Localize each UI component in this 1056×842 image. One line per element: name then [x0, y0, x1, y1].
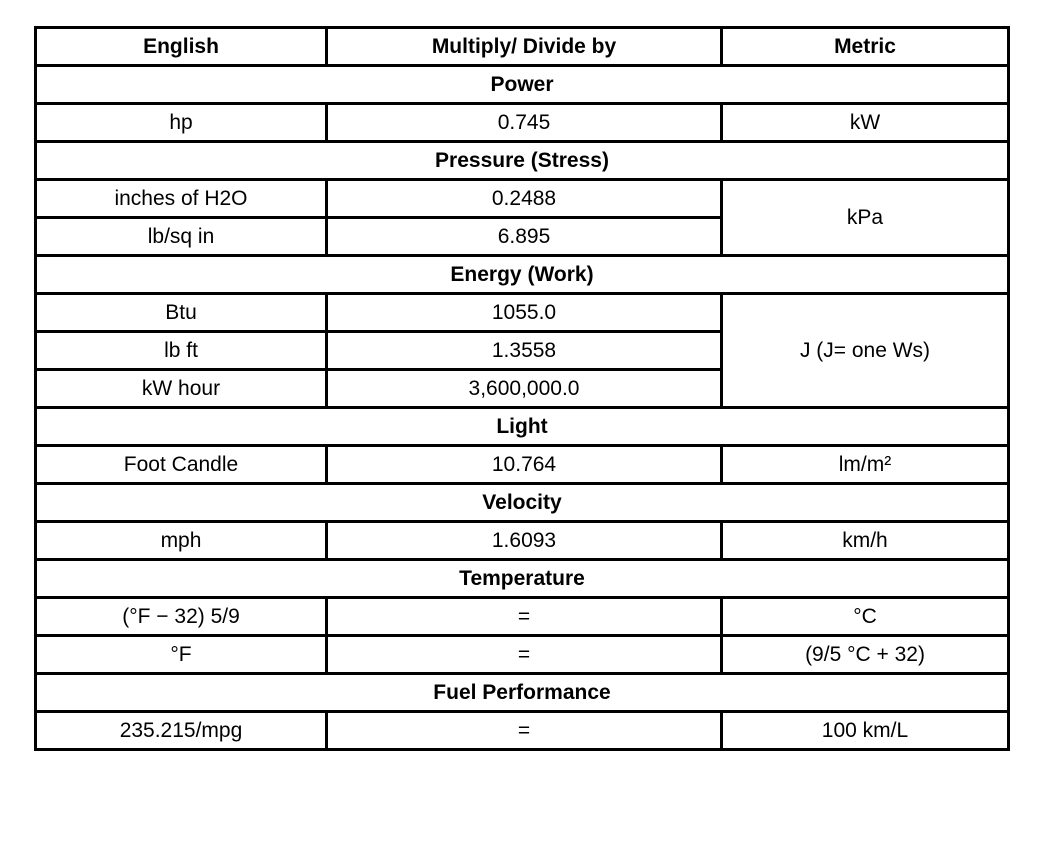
english-unit-cell: lb ft — [36, 332, 327, 370]
metric-unit-cell: lm/m² — [722, 446, 1009, 484]
factor-cell: 1.3558 — [327, 332, 722, 370]
section-title-pressure: Pressure (Stress) — [36, 142, 1009, 180]
section-title-velocity: Velocity — [36, 484, 1009, 522]
metric-unit-cell: kPa — [722, 180, 1009, 256]
english-unit-cell: mph — [36, 522, 327, 560]
metric-unit-cell: J (J= one Ws) — [722, 294, 1009, 408]
factor-cell: 0.745 — [327, 104, 722, 142]
section-row-fuel — [36, 674, 1009, 712]
metric-unit-cell: km/h — [722, 522, 1009, 560]
metric-unit-cell: kW — [722, 104, 1009, 142]
section-row-pressure — [36, 142, 1009, 180]
metric-unit-cell: (9/5 °C + 32) — [722, 636, 1009, 674]
header-row — [36, 28, 1009, 66]
header-metric: Metric — [722, 28, 1009, 66]
section-title-energy: Energy (Work) — [36, 256, 1009, 294]
table-row — [36, 294, 1009, 332]
table-row — [36, 712, 1009, 750]
factor-cell: 1055.0 — [327, 294, 722, 332]
header-factor: Multiply/ Divide by — [327, 28, 722, 66]
metric-unit-cell: 100 km/L — [722, 712, 1009, 750]
table-row — [36, 446, 1009, 484]
english-unit-cell: lb/sq in — [36, 218, 327, 256]
english-unit-cell: Foot Candle — [36, 446, 327, 484]
table-row — [36, 598, 1009, 636]
conversion-table — [34, 26, 1010, 751]
english-unit-cell: inches of H2O — [36, 180, 327, 218]
table-row — [36, 522, 1009, 560]
section-row-power — [36, 66, 1009, 104]
english-unit-cell: Btu — [36, 294, 327, 332]
factor-cell: 6.895 — [327, 218, 722, 256]
section-row-velocity — [36, 484, 1009, 522]
section-title-light: Light — [36, 408, 1009, 446]
table-row — [36, 180, 1009, 218]
table-row — [36, 636, 1009, 674]
metric-unit-cell: °C — [722, 598, 1009, 636]
english-unit-cell: 235.215/mpg — [36, 712, 327, 750]
factor-cell: = — [327, 636, 722, 674]
english-unit-cell: kW hour — [36, 370, 327, 408]
section-row-energy — [36, 256, 1009, 294]
section-title-fuel: Fuel Performance — [36, 674, 1009, 712]
section-row-light — [36, 408, 1009, 446]
factor-cell: 0.2488 — [327, 180, 722, 218]
english-unit-cell: (°F − 32) 5/9 — [36, 598, 327, 636]
header-english: English — [36, 28, 327, 66]
english-unit-cell: hp — [36, 104, 327, 142]
section-title-temperature: Temperature — [36, 560, 1009, 598]
factor-cell: 3,600,000.0 — [327, 370, 722, 408]
factor-cell: = — [327, 712, 722, 750]
factor-cell: 1.6093 — [327, 522, 722, 560]
table-row — [36, 104, 1009, 142]
section-title-power: Power — [36, 66, 1009, 104]
factor-cell: = — [327, 598, 722, 636]
factor-cell: 10.764 — [327, 446, 722, 484]
english-unit-cell: °F — [36, 636, 327, 674]
section-row-temperature — [36, 560, 1009, 598]
